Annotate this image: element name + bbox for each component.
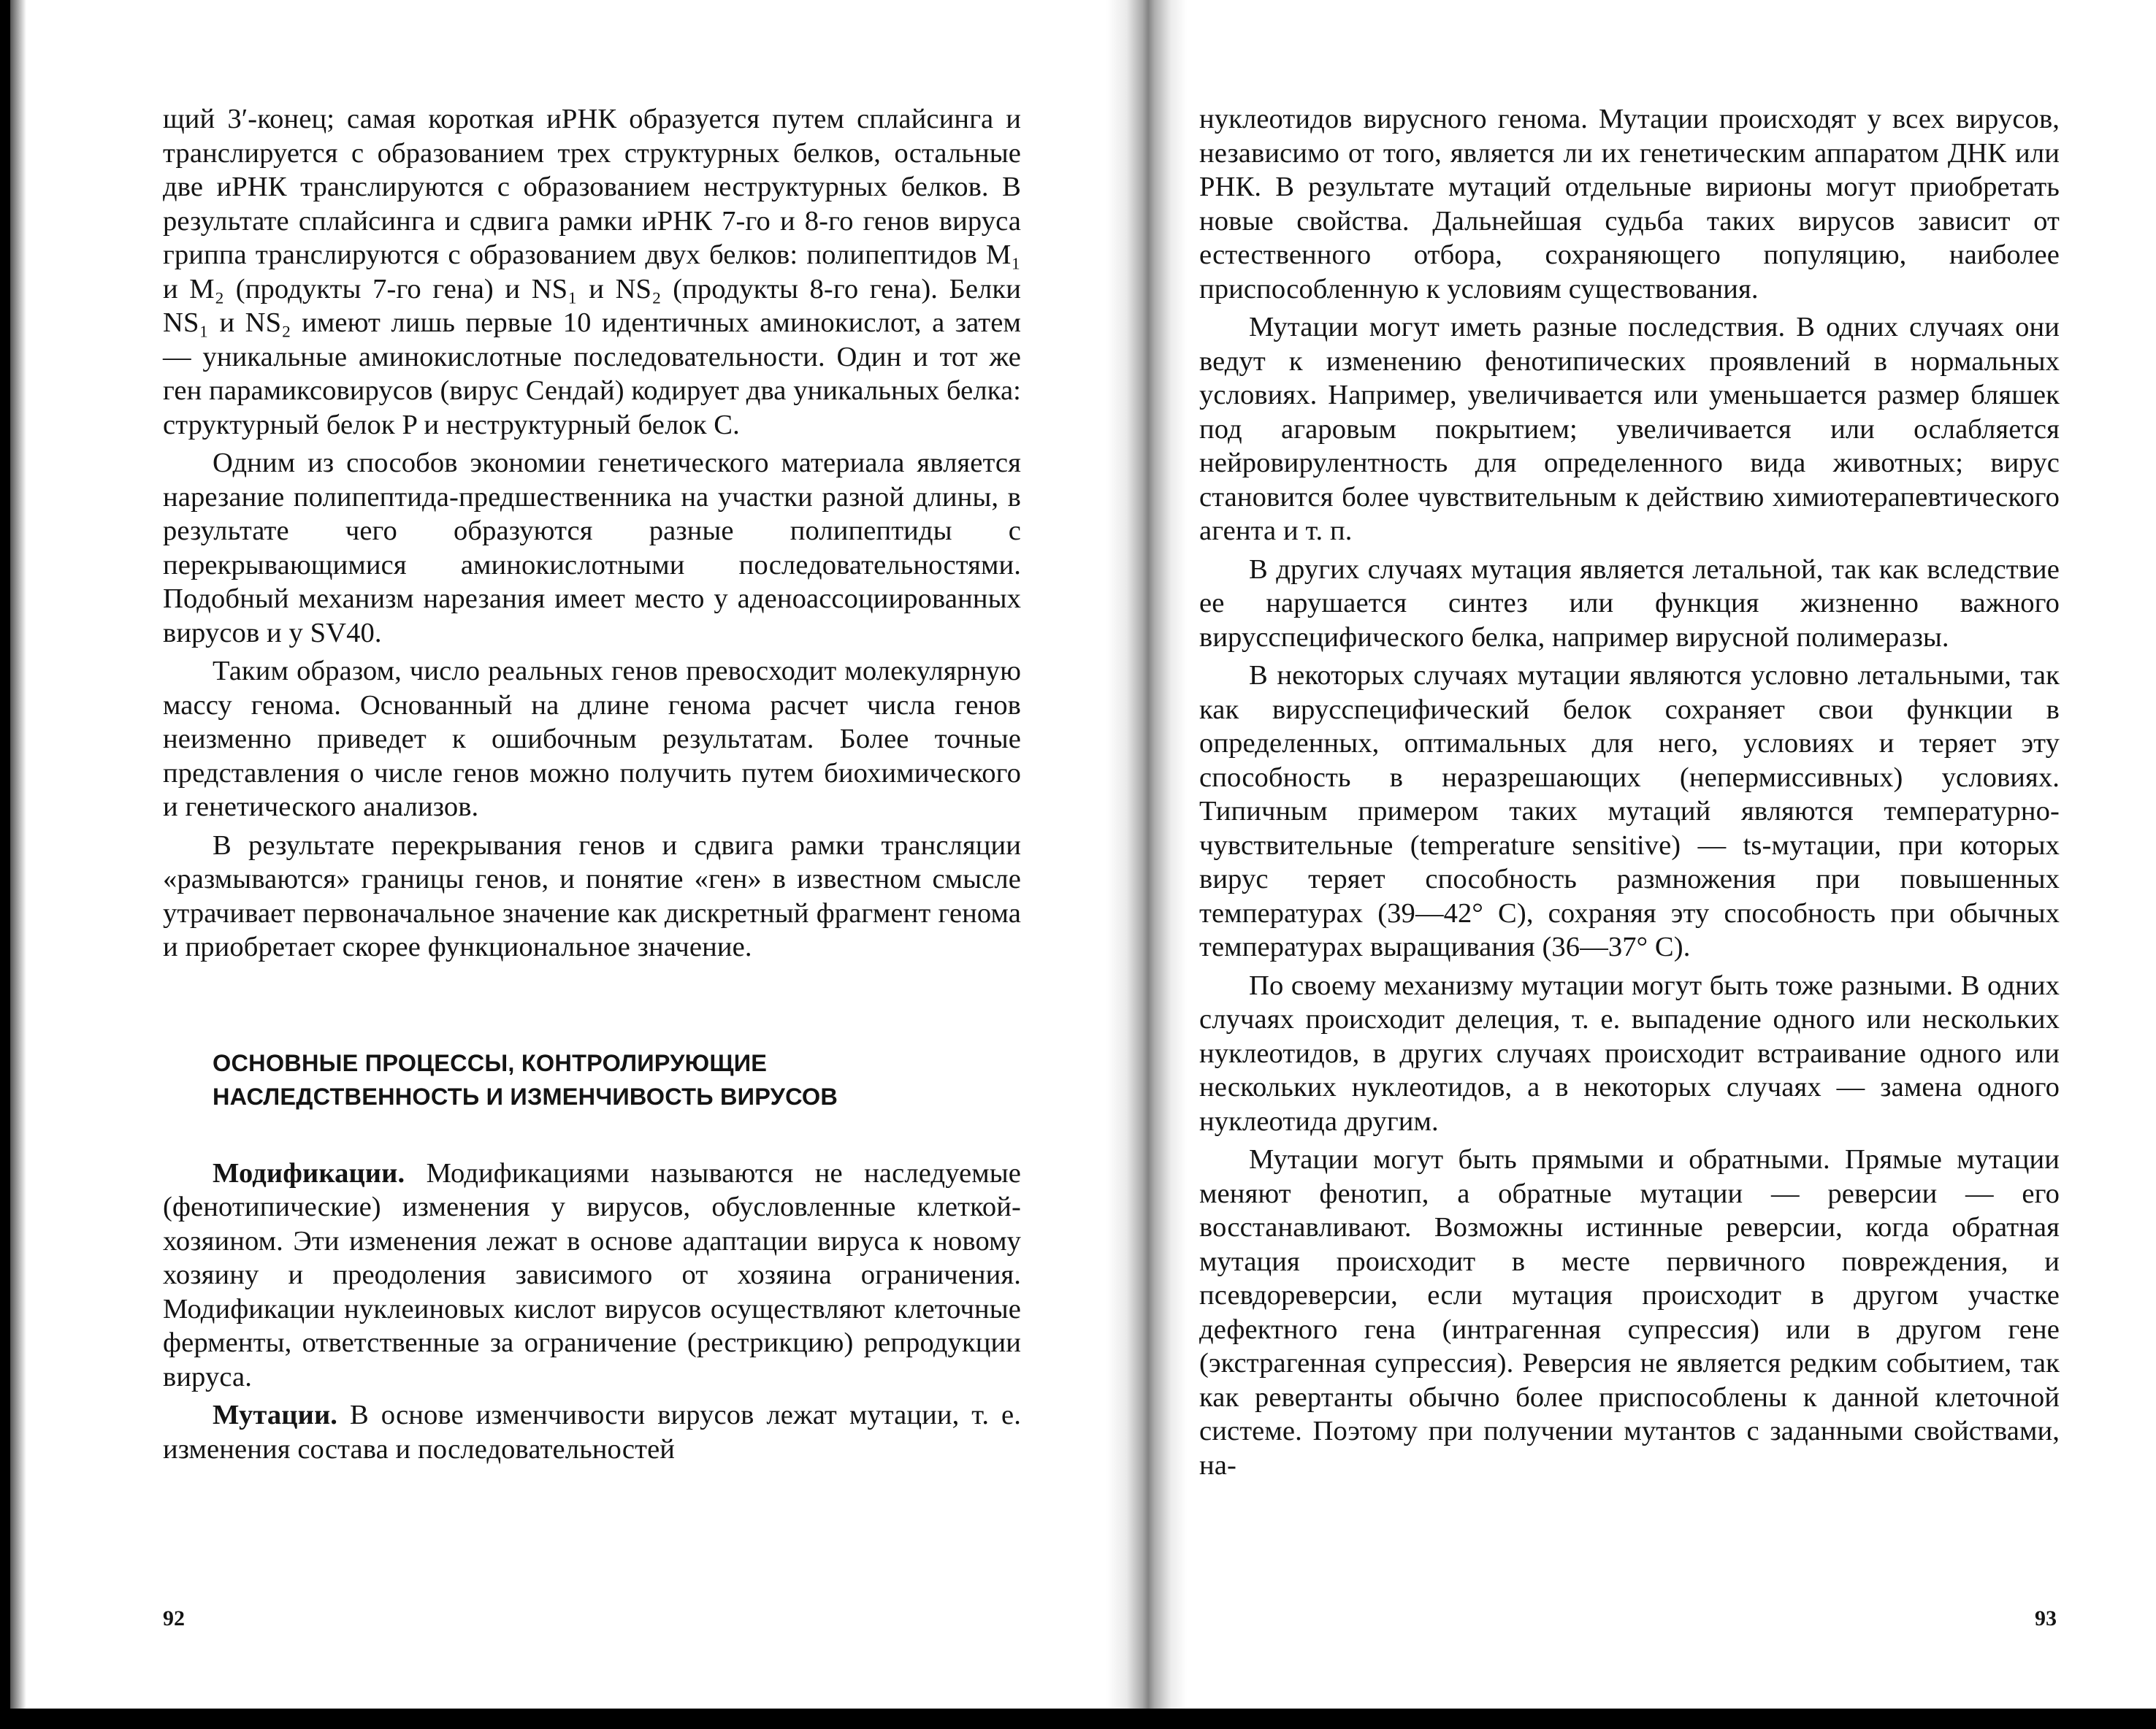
right-paragraph-4: В некоторых случаях мутации являются условно летальными, так как вирусспецифический белок сохраняет свои функции в определенных, оптимальных для него, условиях и теряет эту способность в неразрешающих (непермиссивных) условиях. Типичным примером таких мутаций являются температурно-чувствительные (temperature sensitive) — ts-мутации, при которых вирус теряет способность размножения при повышенных температурах (39—42° C), сохраняя эту способность при обычных температурах выращивания (36—37° C). [1199,660,2060,962]
page-number-left: 92 [163,1606,185,1630]
section-heading-line-2: НАСЛЕДСТВЕННОСТЬ И ИЗМЕНЧИВОСТЬ ВИРУСОВ [213,1084,838,1110]
right-paragraph-1: нуклеотидов вирусного генома. Мутации происходят у всех вирусов, независимо от того, является ли их генетическим аппаратом ДНК или РНК. В результате мутаций отдельные вирионы могут приобретать новые свойства. Дальнейшая судьба таких вирусов зависит от естественного отбора, сохраняющего популяцию, наиболее приспособленную к условиям существования. [1199,104,2060,304]
mutations-text: В основе изменчивости вирусов лежат мутации, т. е. изменения состава и последовательностей [163,1400,1021,1465]
section-heading-line-1: ОСНОВНЫЕ ПРОЦЕССЫ, КОНТРОЛИРУЮЩИЕ [213,1049,768,1076]
book-gutter-shadow [1106,0,1187,1709]
modifications-term: Модификации. [213,1157,405,1189]
left-paragraph-4: В результате перекрывания генов и сдвига рамки трансляции «размываются» границы генов, и понятие «ген» в известном смысле утрачивает первоначальное значение как дискретный фрагмент генома и приобретает скорее функциональное значение. [163,829,1021,962]
modifications-paragraph [163,1157,1021,1395]
left-paragraph-2: Одним из способов экономии генетического материала является нарезание полипептида-предшественника на участки разной длины, в результате чего образуются разные полипептиды с перекрывающимися аминокислотными последовательностями. Подобный механизм нарезания имеет место у аденоассоциированных вирусов и у SV40. [163,448,1021,648]
modifications-text: Модификациями называются не наследуемые (фенотипические) изменения у вирусов, обусловленные клеткой-хозяином. Эти изменения лежат в основе адаптации вируса к новому хозяину и преодоления зависимого от хозяина ограничения. Модификации нуклеиновых кислот вирусов осуществляют клеточные ферменты, ответственные за ограничение (рестрикцию) репродукции вируса. [163,1157,1021,1392]
mutations-term: Мутации. [213,1400,338,1430]
right-paragraph-5: По своему механизму мутации могут быть тоже разными. В одних случаях происходит делеция, т. е. выпадение одного или нескольких нуклеотидов, в других случаях происходит встраивание одного или нескольких нуклеотидов, а в некоторых случаях — замена одного нуклеотида другим. [1199,970,2060,1137]
scan-bottom-edge [0,1709,2156,1729]
scan-left-edge [0,0,10,1729]
left-paragraph-3: Таким образом, число реальных генов превосходит молекулярную массу генома. Основанный на длине генома расчет числа генов неизменно приведет к ошибочным результатам. Более точные представления о числе генов можно получить путем биохимического и генетического анализов. [163,656,1021,822]
page-number-right: 93 [2035,1606,2057,1630]
section-heading [163,1046,1021,1114]
left-paragraph-1: щий 3′-конец; самая короткая иРНК образуется путем сплайсинга и транслируется с образованием трех структурных белков, остальные две иРНК транслируются с образованием неструктурных белков. В результате сплайсинга и сдвига рамки иРНК 7-го и 8-го генов вируса гриппа транслируются с образованием двух белков: полипептидов M₁ и M₂ (продукты 7-го гена) и NS₁ и NS₂ (продукты 8-го гена). Белки NS₁ и NS₂ имеют лишь первые 10 идентичных аминокислот, а затем — уникальные аминокислотные последовательности. Один и тот же ген парамиксовирусов (вирус Сендай) кодирует два уникальных белка: структурный белок P и неструктурный белок C. [163,104,1021,440]
mutations-paragraph [163,1398,1021,1466]
right-page [1199,102,2060,1482]
scan-left-shadow [10,0,26,1729]
left-page [163,102,1021,1466]
right-paragraph-2: Мутации могут иметь разные последствия. В одних случаях они ведут к изменению фенотипических проявлений в нормальных условиях. Например, увеличивается или уменьшается размер бляшек под агаровым покрытием; увеличивается или ослабляется нейровирулентность для определенного вида животных; вирус становится более чувствительным к действию химиотерапевтического агента и т. п. [1199,312,2060,546]
right-paragraph-3: В других случаях мутация является летальной, так как вследствие ее нарушается синтез или функция жизненно важного вирусспецифического белка, например вирусной полимеразы. [1199,553,2060,653]
right-paragraph-6: Мутации могут быть прямыми и обратными. Прямые мутации меняют фенотип, а обратные мутации — реверсии — его восстанавливают. Возможны истинные реверсии, когда обратная мутация происходит в месте первичного повреждения, и псевдореверсии, если мутация происходит в другом участке дефектного гена (интрагенная супрессия) или в другом гене (экстрагенная супрессия). Реверсия не является редким событием, так как ревертанты обычно более приспособлены к данной клеточной системе. Поэтому при получении мутантов с заданными свойствами, на- [1199,1144,2060,1481]
